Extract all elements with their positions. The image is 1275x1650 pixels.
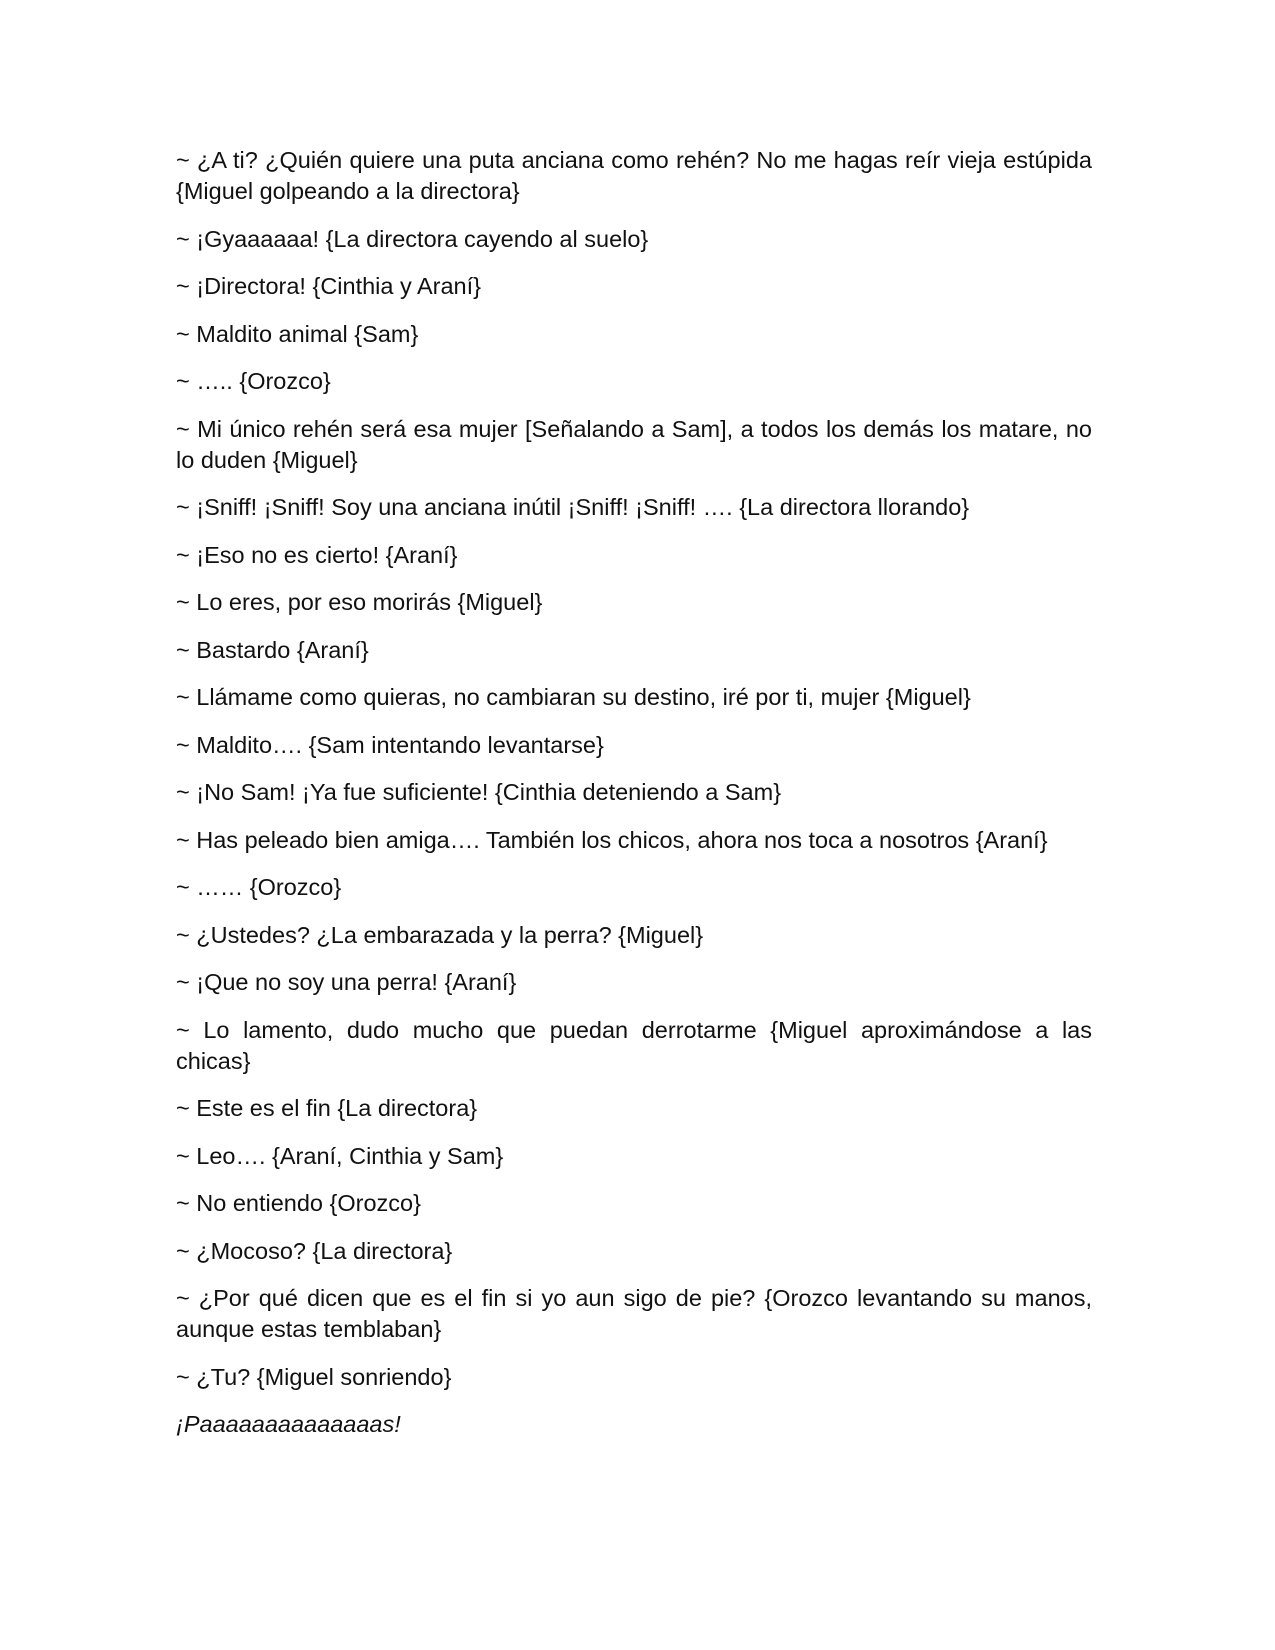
dialogue-line: ~ ¿Tu? {Miguel sonriendo}	[176, 1363, 452, 1390]
dialogue-line: ~ Maldito animal {Sam}	[176, 320, 419, 347]
dialogue-line: ~ ¡Eso no es cierto! {Araní}	[176, 541, 458, 568]
dialogue-line: ~ Has peleado bien amiga…. También los chicos, ahora nos toca a nosotros {Araní}	[176, 826, 1048, 853]
dialogue-line: ~ Bastardo {Araní}	[176, 636, 369, 663]
dialogue-line: ~ Lo eres, por eso morirás {Miguel}	[176, 589, 543, 615]
dialogue-line: ~ No entiendo {Orozco}	[176, 1190, 421, 1216]
dialogue-line: ~ ¡Gyaaaaaa! {La directora cayendo al suelo}	[176, 225, 649, 252]
dialogue-line: ~ Leo…. {Araní, Cinthia y Sam}	[176, 1142, 504, 1169]
dialogue-line: ~ ¿A ti? ¿Quién quiere una puta anciana como rehén? No me hagas reír vieja estúpida {Miguel golpeando a la directora}	[176, 147, 1092, 204]
dialogue-line: ~ ¿Por qué dicen que es el fin si yo aun sigo de pie? {Orozco levantando su manos, aunque estas temblaban}	[176, 1285, 1092, 1342]
dialogue-line: ~ ….. {Orozco}	[176, 368, 331, 394]
dialogue-line: ~ Mi único rehén será esa mujer [Señalando a Sam], a todos los demás los matare, no lo duden {Miguel}	[176, 415, 1092, 473]
dialogue-line: ~ ¡Sniff! ¡Sniff! Soy una anciana inútil ¡Sniff! ¡Sniff! …. {La directora llorando}	[176, 494, 970, 520]
dialogue-line: ~ ¡Directora! {Cinthia y Araní}	[176, 273, 481, 299]
dialogue-line: ~ Llámame como quieras, no cambiaran su destino, iré por ti, mujer {Miguel}	[176, 684, 971, 710]
dialogue-line: ~ Lo lamento, dudo mucho que puedan derrotarme {Miguel aproximándose a las chicas}	[176, 1016, 1092, 1074]
document-body	[176, 145, 1092, 1457]
dialogue-line: ~ Maldito…. {Sam intentando levantarse}	[176, 731, 604, 758]
dialogue-line: ~ ¡Que no soy una perra! {Araní}	[176, 969, 517, 995]
dialogue-line: ~ …… {Orozco}	[176, 874, 342, 900]
dialogue-line: ~ Este es el fin {La directora}	[176, 1095, 478, 1121]
sound-effect-line: ¡Paaaaaaaaaaaaaas!	[176, 1411, 401, 1437]
dialogue-line: ~ ¿Mocoso? {La directora}	[176, 1237, 453, 1264]
dialogue-line: ~ ¿Ustedes? ¿La embarazada y la perra? {Miguel}	[176, 921, 704, 948]
dialogue-line: ~ ¡No Sam! ¡Ya fue suficiente! {Cinthia deteniendo a Sam}	[176, 779, 782, 805]
